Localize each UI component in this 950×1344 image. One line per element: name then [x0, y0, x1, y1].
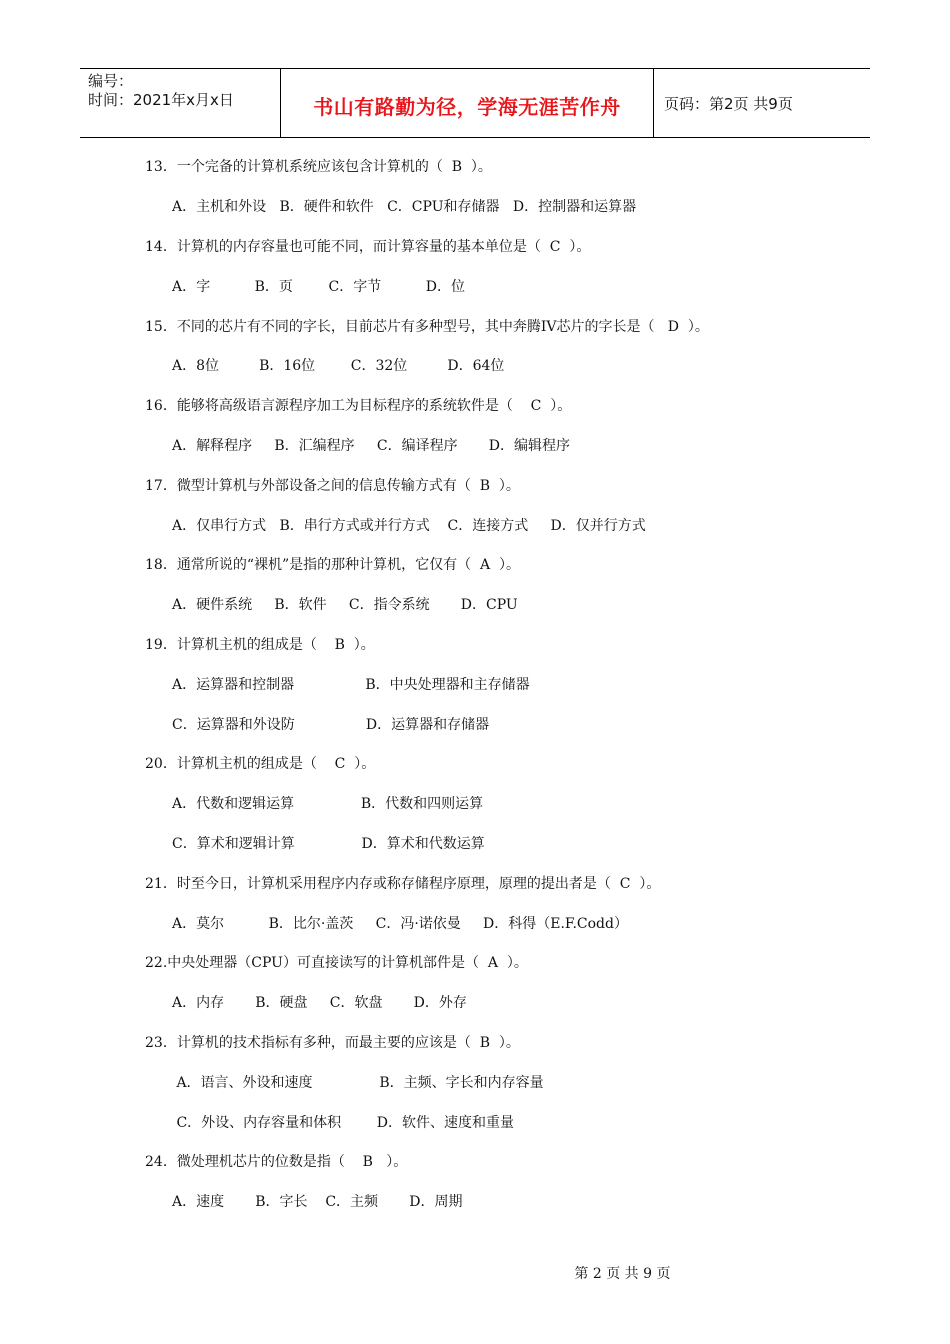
question-stem: 16．能够将高级语言源程序加工为目标程序的系统软件是（ C ）。: [145, 398, 572, 414]
question-stem: 15．不同的芯片有不同的字长，目前芯片有多种型号，其中奔腾IV芯片的字长是（ D ）。: [145, 319, 709, 335]
header-page-cell: [654, 69, 870, 137]
question-options: A．代数和逻辑运算 B．代数和四则运算: [172, 796, 484, 812]
question-stem: 17．微型计算机与外部设备之间的信息传输方式有（ B ）。: [145, 478, 520, 494]
number-label: 编号：: [88, 72, 134, 90]
question-options: A．字 B．页 C．字节 D．位: [172, 279, 465, 295]
question-options: A．内存 B．硬盘 C．软盘 D．外存: [172, 995, 467, 1011]
question-stem: 20．计算机主机的组成是（ C ）。: [145, 756, 376, 772]
question-options: A．硬件系统 B．软件 C．指令系统 D．CPU: [172, 597, 518, 613]
question-stem: 19．计算机主机的组成是（ B ）。: [145, 637, 375, 653]
question-options: C．运算器和外设防 D．运算器和存储器: [172, 717, 490, 733]
question-stem: 13．一个完备的计算机系统应该包含计算机的（ B ）。: [145, 159, 492, 175]
question-options: C．外设、内存容量和体积 D．软件、速度和重量: [172, 1115, 514, 1131]
question-stem: 23．计算机的技术指标有多种，而最主要的应该是（ B ）。: [145, 1035, 520, 1051]
question-options: A．语言、外设和速度 B．主频、字长和内存容量: [172, 1075, 544, 1091]
question-stem: 18．通常所说的“裸机”是指的那种计算机，它仅有（ A ）。: [145, 557, 521, 573]
header-meta-cell: [80, 69, 281, 137]
question-options: A．主机和外设 B．硬件和软件 C．CPU和存储器 D．控制器和运算器: [172, 199, 637, 215]
time-label: 时间：2021年x月x日: [88, 91, 234, 109]
question-stem: 21．时至今日，计算机采用程序内存或称存储程序原理，原理的提出者是（ C ）。: [145, 876, 661, 892]
question-stem: 22.中央处理器（CPU）可直接读写的计算机部件是（ A ）。: [145, 955, 528, 971]
question-options: A．速度 B．字长 C．主频 D．周期: [172, 1194, 463, 1210]
page-indicator: 页码：第2页 共9页: [664, 95, 793, 113]
question-options: A．仅串行方式 B．串行方式或并行方式 C．连接方式 D．仅并行方式: [172, 518, 646, 534]
question-options: C．算术和逻辑计算 D．算术和代数运算: [172, 836, 485, 852]
question-stem: 24．微处理机芯片的位数是指（ B ）。: [145, 1154, 408, 1170]
footer-page-number: 第 2 页 共 9 页: [574, 1266, 671, 1282]
header-motto-cell: [281, 69, 654, 137]
question-options: A．8位 B．16位 C．32位 D．64位: [172, 358, 505, 374]
page-header: [80, 68, 870, 138]
motto: 书山有路勤为径，学海无涯苦作舟: [313, 95, 621, 119]
question-options: A．运算器和控制器 B．中央处理器和主存储器: [172, 677, 530, 693]
page-footer: [0, 1247, 950, 1283]
question-stem: 14．计算机的内存容量也可能不同，而计算容量的基本单位是（ C ）。: [145, 239, 591, 255]
question-options: A．解释程序 B．汇编程序 C．编译程序 D．编辑程序: [172, 438, 570, 454]
question-options: A．莫尔 B．比尔·盖茨 C．冯·诺依曼 D．科得（E.F.Codd）: [172, 916, 628, 932]
